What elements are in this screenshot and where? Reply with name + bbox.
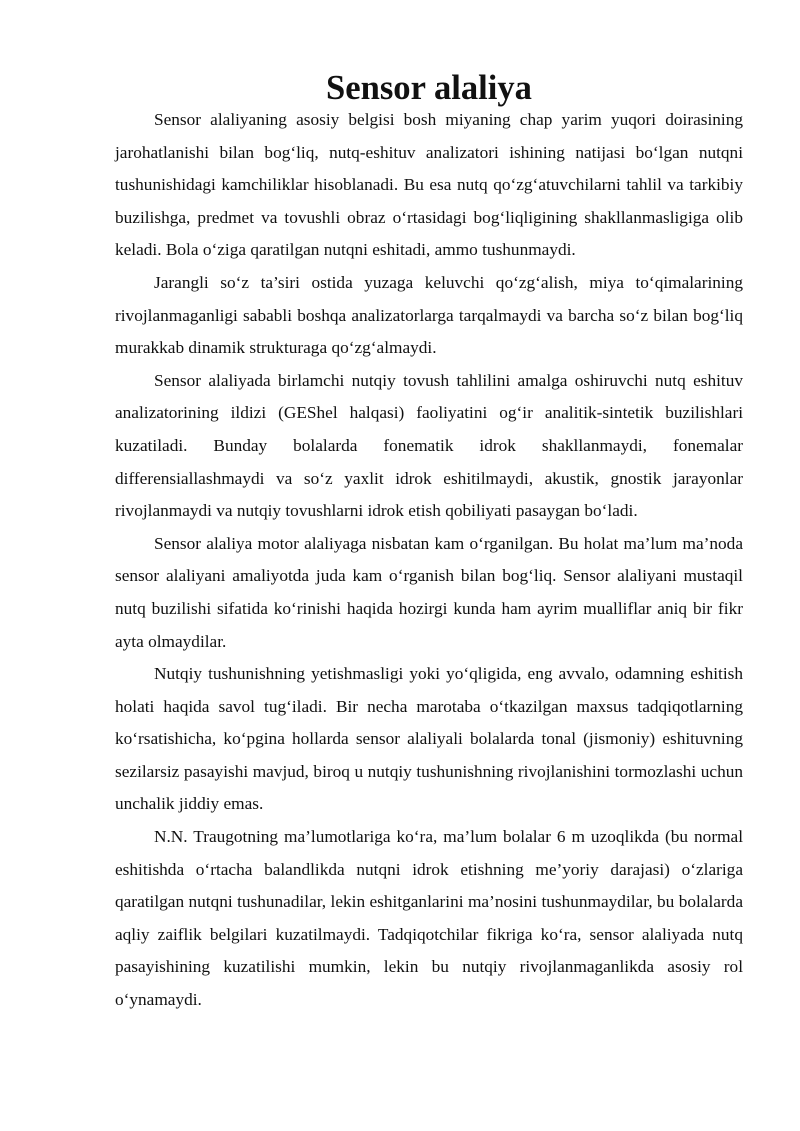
paragraph-4: Sensor alaliya motor alaliyaga nisbatan kam o‘rganilgan. Bu holat ma’lum ma’noda sensor alaliyani amaliyotda juda kam o‘rganish bilan bog‘liq. Sensor alaliyani mustaqil nutq buzilishi sifatida ko‘rinishi haqida hozirgi kunda ham ayrim mualliflar aniq bir fikr ayta olmaydilar. bbox=[115, 533, 743, 651]
paragraph-6: N.N. Traugotning ma’lumotlariga ko‘ra, ma’lum bolalar 6 m uzoqlikda (bu normal eshitishda o‘rtacha balandlikda nutqni idrok etishning me’yoriy darajasi) o‘zlariga qaratilgan nutqni tushunadilar, lekin eshitganlarini ma’nosini tushunmaydilar, bu bolalarda aqliy zaiflik belgilari kuzatilmaydi. Tadqiqotchilar fikriga ko‘ra, sensor alaliyada nutq pasayishining kuzatilishi mumkin, lekin bu nutqiy rivojlanmaganlikda asosiy rol o‘ynamaydi. bbox=[115, 827, 743, 1010]
paragraph-1: Sensor alaliyaning asosiy belgisi bosh miyaning chap yarim yuqori doirasining jarohatlanishi bilan bog‘liq, nutq-eshituv analizatori ishining natijasi bo‘lgan nutqni tushunishidagi kamchiliklar hisoblanadi. Bu esa nutq qo‘zg‘atuvchilarni tahlil va tarkibiy buzilishga, predmet va tovushli obraz o‘rtasidagi bog‘liqligining shakllanmasligiga olib keladi. Bola o‘ziga qaratilgan nutqni eshitadi, ammo tushunmaydi. bbox=[115, 110, 743, 260]
paragraph-5: Nutqiy tushunishning yetishmasligi yoki yo‘qligida, eng avvalo, odamning eshitish holati haqida savol tug‘iladi. Bir necha marotaba o‘tkazilgan maxsus tadqiqotlarning ko‘rsatishicha, ko‘pgina hollarda sensor alaliyali bolalarda tonal (jismoniy) eshituvning sezilarsiz pasayishi mavjud, biroq u nutqiy tushunishning rivojlanishini tormozlashi uchun unchalik jiddiy emas. bbox=[115, 664, 743, 814]
paragraph-3: Sensor alaliyada birlamchi nutqiy tovush tahlilini amalga oshiruvchi nutq eshituv analizatorining ildizi (GEShel halqasi) faoliyatini og‘ir analitik-sintetik buzilishlari kuzatiladi. Bunday bolalarda fonematik idrok shakllanmaydi, fonemalar differensiallashmaydi va so‘z yaxlit idrok eshitilmaydi, akustik, gnostik jarayonlar rivojlanmaydi va nutqiy tovushlarni idrok etish qobiliyati pasaygan bo‘ladi. bbox=[115, 370, 743, 521]
document-title: Sensor alaliya bbox=[326, 69, 532, 107]
paragraph-2: Jarangli so‘z ta’siri ostida yuzaga keluvchi qo‘zg‘alish, miya to‘qimalarining rivojlanmaganligi sababli boshqa analizatorlarga tarqalmaydi va barcha so‘z bilan bog‘liq murakkab dinamik strukturaga qo‘zg‘almaydi. bbox=[115, 272, 743, 358]
document-page bbox=[115, 69, 743, 1017]
